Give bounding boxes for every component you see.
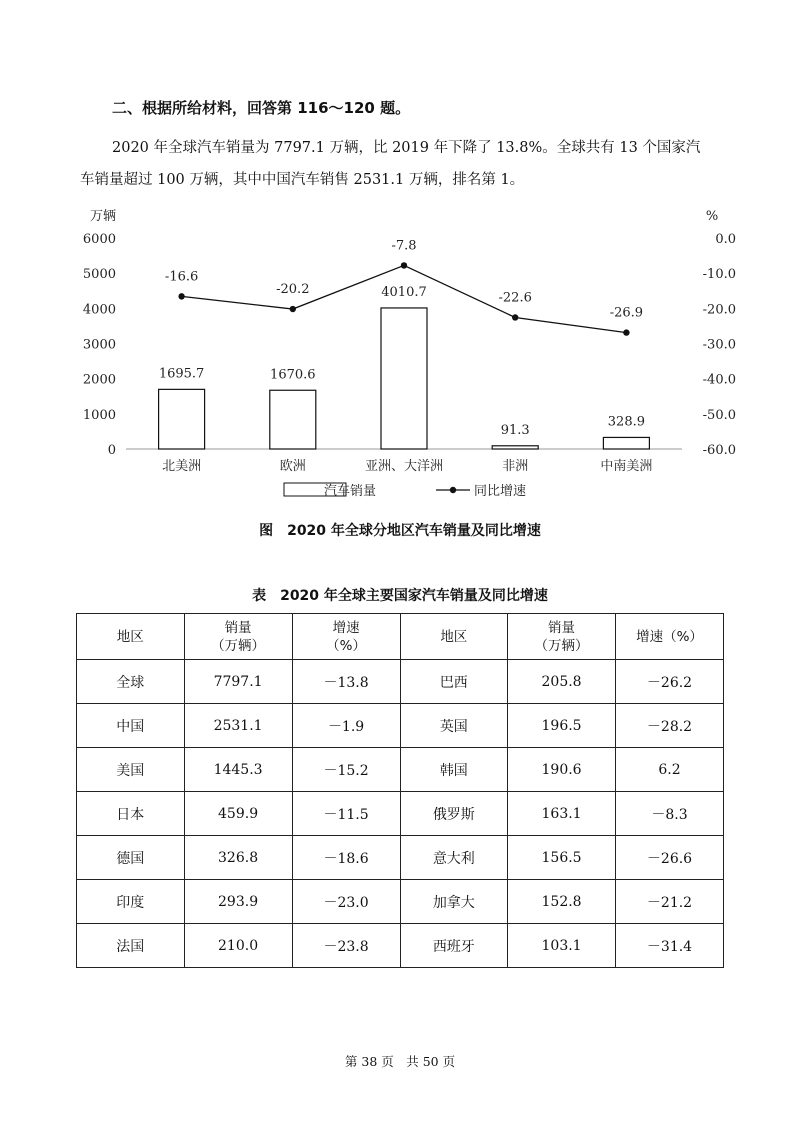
bar-value-label: 328.9 xyxy=(607,414,646,430)
line-point xyxy=(512,314,518,320)
right-tick-label: -40.0 xyxy=(702,372,736,388)
header-cell: 销量 （万辆） xyxy=(508,614,616,660)
bar-value-label: 91.3 xyxy=(500,422,530,438)
header-cell: 增速 （%） xyxy=(292,614,400,660)
table-cell: －18.6 xyxy=(292,836,400,880)
table-cell: 6.2 xyxy=(616,748,724,792)
table-cell: －26.2 xyxy=(616,660,724,704)
line-point xyxy=(623,329,629,335)
table-cell: －23.0 xyxy=(292,880,400,924)
table-cell: 意大利 xyxy=(400,836,508,880)
right-axis-unit: % xyxy=(705,209,719,224)
table-cell: 巴西 xyxy=(400,660,508,704)
table-cell: 西班牙 xyxy=(400,924,508,968)
bar xyxy=(270,390,316,449)
table-cell: 156.5 xyxy=(508,836,616,880)
table-row xyxy=(77,836,724,880)
table-row xyxy=(77,748,724,792)
sales-table xyxy=(76,613,724,968)
table-cell: 2531.1 xyxy=(184,704,292,748)
header-cell: 地区 xyxy=(400,614,508,660)
table-row xyxy=(77,660,724,704)
category-label: 亚洲、大洋洲 xyxy=(364,459,444,474)
table-row xyxy=(77,924,724,968)
legend-line-label: 同比增速 xyxy=(474,484,527,499)
left-tick-label: 4000 xyxy=(82,302,116,318)
table-cell: 英国 xyxy=(400,704,508,748)
table-cell: 美国 xyxy=(77,748,185,792)
table-row xyxy=(77,704,724,748)
table-cell: 205.8 xyxy=(508,660,616,704)
right-tick-label: 0.0 xyxy=(715,232,736,247)
table-cell: －13.8 xyxy=(292,660,400,704)
figure-title: 图 2020 年全球分地区汽车销量及同比增速 xyxy=(259,523,541,539)
left-axis-unit: 万辆 xyxy=(90,209,117,224)
line-value-label: -7.8 xyxy=(391,238,417,254)
table-cell: 293.9 xyxy=(184,880,292,924)
table-row xyxy=(77,880,724,924)
right-tick-label: -30.0 xyxy=(702,337,736,353)
intro-line-1: 2020 年全球汽车销量为 7797.1 万辆，比 2019 年下降了 13.8%。全球共有 13 个国家汽 xyxy=(112,140,701,156)
table-cell: －31.4 xyxy=(616,924,724,968)
line-point xyxy=(178,293,184,299)
table-cell: －26.6 xyxy=(616,836,724,880)
line-point xyxy=(401,262,407,268)
left-tick-label: 6000 xyxy=(82,232,116,247)
table-cell: －1.9 xyxy=(292,704,400,748)
page-footer: 第 38 页 共 50 页 xyxy=(344,1054,456,1069)
right-tick-label: -50.0 xyxy=(702,407,736,423)
left-tick-label: 1000 xyxy=(82,407,116,423)
table-cell: 韩国 xyxy=(400,748,508,792)
bar xyxy=(381,308,427,449)
right-tick-label: -20.0 xyxy=(702,302,736,318)
table-cell: 德国 xyxy=(77,836,185,880)
table-header-row xyxy=(77,614,724,660)
table-cell: 法国 xyxy=(77,924,185,968)
line-point xyxy=(290,306,296,312)
table-cell: 326.8 xyxy=(184,836,292,880)
table-cell: 210.0 xyxy=(184,924,292,968)
line-value-label: -16.6 xyxy=(164,269,199,285)
legend-bar-label: 汽车销量 xyxy=(324,484,377,499)
intro-paragraph xyxy=(80,132,724,196)
line-value-label: -20.2 xyxy=(276,282,310,298)
bar xyxy=(492,446,538,449)
header-cell: 销量 （万辆） xyxy=(184,614,292,660)
right-tick-label: -60.0 xyxy=(702,443,736,458)
table-cell: 1445.3 xyxy=(184,748,292,792)
table-cell: －28.2 xyxy=(616,704,724,748)
table-cell: －21.2 xyxy=(616,880,724,924)
legend-line-marker xyxy=(450,487,456,493)
category-label: 中南美洲 xyxy=(600,459,653,474)
table-cell: 190.6 xyxy=(508,748,616,792)
table-cell: 加拿大 xyxy=(400,880,508,924)
table-cell: 196.5 xyxy=(508,704,616,748)
left-tick-label: 3000 xyxy=(82,337,116,353)
left-tick-label: 2000 xyxy=(82,372,116,388)
intro-line-2: 车销量超过 100 万辆，其中中国汽车销售 2531.1 万辆，排名第 1。 xyxy=(80,172,525,188)
table-cell: －23.8 xyxy=(292,924,400,968)
category-label: 北美洲 xyxy=(162,459,202,474)
section-title: 二、根据所给材料，回答第 116～120 题。 xyxy=(112,99,411,117)
category-label: 非洲 xyxy=(502,459,529,474)
table-title: 表 2020 年全球主要国家汽车销量及同比增速 xyxy=(252,588,548,604)
line-value-label: -26.9 xyxy=(609,305,644,321)
table-cell: 日本 xyxy=(77,792,185,836)
sales-chart xyxy=(60,198,750,508)
category-label: 欧洲 xyxy=(279,459,306,474)
table-row xyxy=(77,792,724,836)
table-cell: 163.1 xyxy=(508,792,616,836)
bar-value-label: 1695.7 xyxy=(158,366,205,382)
right-tick-label: -10.0 xyxy=(702,267,736,283)
header-cell: 地区 xyxy=(77,614,185,660)
table-cell: 7797.1 xyxy=(184,660,292,704)
bar-value-label: 1670.6 xyxy=(270,367,316,383)
table-cell: －15.2 xyxy=(292,748,400,792)
left-tick-label: 0 xyxy=(107,443,116,458)
line-value-label: -22.6 xyxy=(498,290,532,306)
table-cell: 459.9 xyxy=(184,792,292,836)
left-tick-label: 5000 xyxy=(82,267,116,283)
table-cell: 印度 xyxy=(77,880,185,924)
bar xyxy=(603,437,649,449)
header-cell: 增速（%） xyxy=(616,614,724,660)
table-cell: 中国 xyxy=(77,704,185,748)
table-cell: 俄罗斯 xyxy=(400,792,508,836)
table-cell: －8.3 xyxy=(616,792,724,836)
table-cell: 103.1 xyxy=(508,924,616,968)
bar xyxy=(159,389,205,449)
table-cell: －11.5 xyxy=(292,792,400,836)
table-cell: 全球 xyxy=(77,660,185,704)
table-cell: 152.8 xyxy=(508,880,616,924)
bar-value-label: 4010.7 xyxy=(381,284,427,300)
